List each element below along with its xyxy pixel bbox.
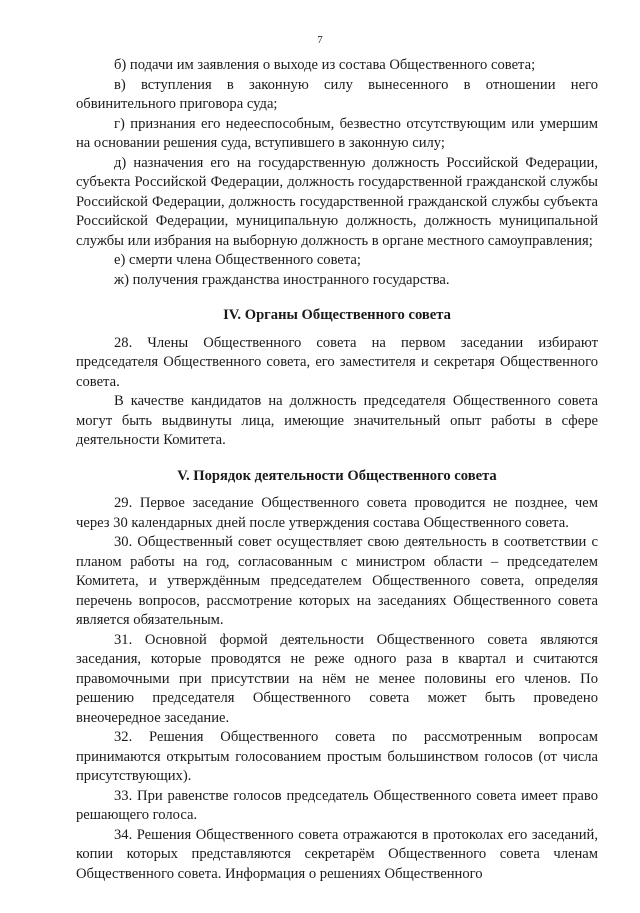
paragraph: 29. Первое заседание Общественного совета проводится не позднее, чем через 30 календарных дней после утверждения состава Общественного совета.	[76, 495, 598, 531]
list-item: г) признания его недееспособным, безвестно отсутствующим или умершим на основании решения суда, вступившего в законную силу;	[76, 115, 598, 151]
paragraph: 30. Общественный совет осуществляет свою деятельность в соответствии с планом работы на год, согласованным с министром области – председателем Комитета, и утверждённым председателем Общественного совета, определяя перечень вопросов, рассмотрение которых на заседаниях Общественного совета является обязательным.	[76, 534, 598, 628]
paragraph: 32. Решения Общественного совета по рассмотренным вопросам принимаются открытым голосованием простым большинством голосов (от числа присутствующих).	[76, 729, 598, 784]
list-item: е) смерти члена Общественного совета;	[114, 252, 361, 268]
list-item: в) вступления в законную силу вынесенного в отношении него обвинительного приговора суда;	[76, 76, 598, 112]
list-item: б) подачи им заявления о выходе из состава Общественного совета;	[114, 57, 536, 73]
section-heading: V. Порядок деятельности Общественного совета	[177, 467, 497, 484]
paragraph: 28. Члены Общественного совета на первом заседании избирают председателя Общественного совета, его заместителя и секретаря Общественного совета.	[76, 334, 598, 390]
list-item: д) назначения его на государственную должность Российской Федерации, субъекта Российской Федерации, должность государственной гражданской службы Российской Федерации, должность государственной гражданской службы субъекта Российской Федерации, муниципальную должность, должность муниципальной службы или избрания на выборную должность в органе местного самоуправления;	[76, 154, 598, 249]
page-number: 7	[317, 34, 323, 46]
paragraph: В качестве кандидатов на должность председателя Общественного совета могут быть выдвинуты лица, имеющие значительный опыт работы в сфере деятельности Комитета.	[76, 393, 598, 448]
page-body	[76, 56, 598, 884]
paragraph: 33. При равенстве голосов председатель Общественного совета имеет право решающего голоса.	[76, 787, 598, 823]
list-item: ж) получения гражданства иностранного государства.	[114, 271, 450, 288]
paragraph: 31. Основной формой деятельности Общественного совета являются заседания, которые проводятся не реже одного раза в квартал и считаются правомочными при присутствии на нём не менее половины его членов. По решению председателя Общественного совета может быть проведено внеочередное заседание.	[76, 631, 598, 726]
paragraph: 34. Решения Общественного совета отражаются в протоколах его заседаний, копии которых представляются секретарём Общественного совета членам Общественного совета. Информация о решениях Общественного	[76, 826, 598, 882]
section-heading: IV. Органы Общественного совета	[223, 307, 451, 323]
